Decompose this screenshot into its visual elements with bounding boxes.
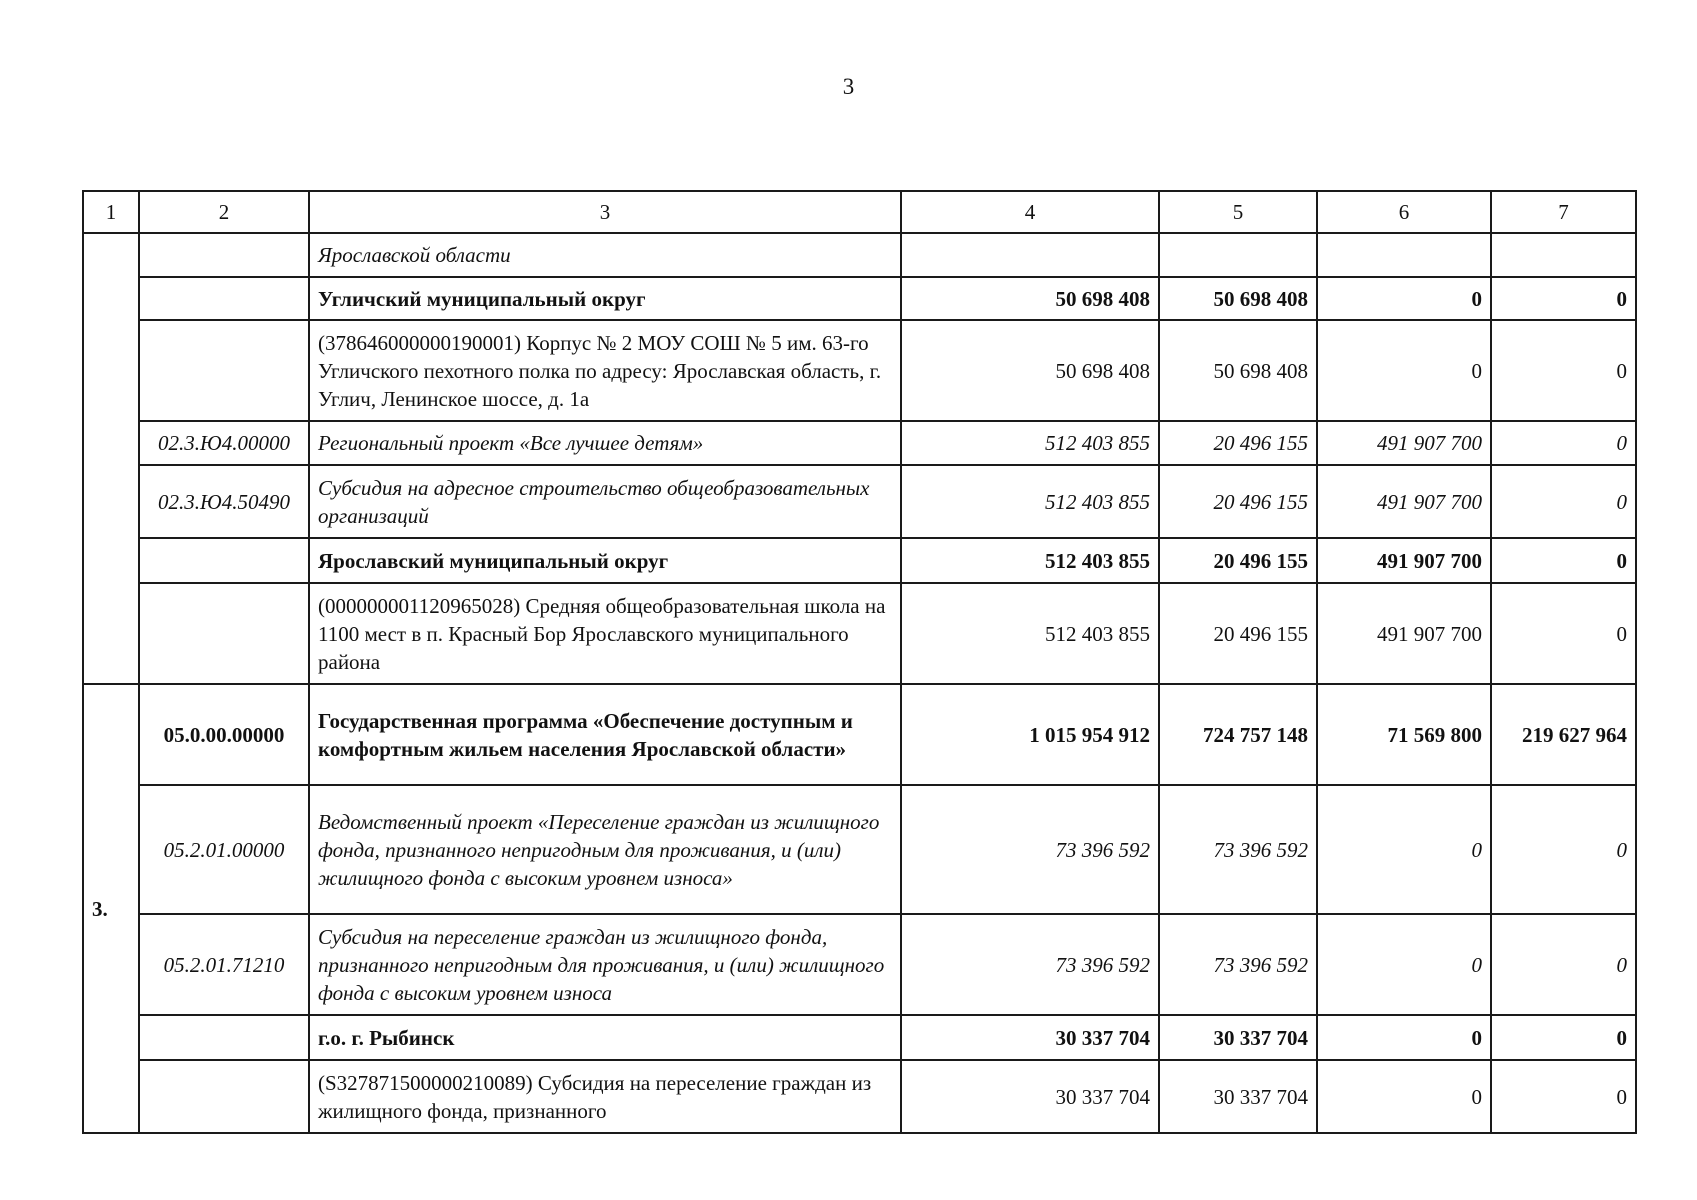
table-row bbox=[83, 233, 1636, 277]
value-col4: 50 698 408 bbox=[901, 320, 1159, 421]
code-cell bbox=[139, 277, 309, 320]
value-col7: 0 bbox=[1491, 914, 1636, 1015]
table-row bbox=[83, 583, 1636, 684]
table-row bbox=[83, 1060, 1636, 1133]
value-col6: 491 907 700 bbox=[1317, 538, 1491, 583]
header-cell: 4 bbox=[901, 191, 1159, 233]
value-col5: 20 496 155 bbox=[1159, 583, 1317, 684]
value-col5: 20 496 155 bbox=[1159, 465, 1317, 538]
value-col5: 724 757 148 bbox=[1159, 684, 1317, 785]
value-col5: 73 396 592 bbox=[1159, 785, 1317, 914]
code-cell bbox=[139, 1015, 309, 1060]
value-col7: 0 bbox=[1491, 320, 1636, 421]
value-col5: 30 337 704 bbox=[1159, 1060, 1317, 1133]
table-row bbox=[83, 421, 1636, 465]
value-col5: 20 496 155 bbox=[1159, 421, 1317, 465]
header-cell: 3 bbox=[309, 191, 901, 233]
value-col5: 73 396 592 bbox=[1159, 914, 1317, 1015]
header-cell: 1 bbox=[83, 191, 139, 233]
code-cell bbox=[139, 538, 309, 583]
value-col6: 0 bbox=[1317, 1060, 1491, 1133]
value-col4 bbox=[901, 233, 1159, 277]
value-col5: 50 698 408 bbox=[1159, 320, 1317, 421]
value-col6: 491 907 700 bbox=[1317, 583, 1491, 684]
value-col7: 0 bbox=[1491, 1015, 1636, 1060]
value-col6: 0 bbox=[1317, 320, 1491, 421]
header-cell: 6 bbox=[1317, 191, 1491, 233]
table-row bbox=[83, 277, 1636, 320]
table-row bbox=[83, 320, 1636, 421]
value-col6: 491 907 700 bbox=[1317, 465, 1491, 538]
value-col5: 20 496 155 bbox=[1159, 538, 1317, 583]
description-cell: Государственная программа «Обеспечение доступным и комфортным жильем населения Ярославской области» bbox=[309, 684, 901, 785]
table-row bbox=[83, 684, 1636, 785]
value-col4: 512 403 855 bbox=[901, 538, 1159, 583]
value-col4: 30 337 704 bbox=[901, 1015, 1159, 1060]
header-cell: 7 bbox=[1491, 191, 1636, 233]
value-col5 bbox=[1159, 233, 1317, 277]
table-row bbox=[83, 538, 1636, 583]
header-cell: 5 bbox=[1159, 191, 1317, 233]
value-col6: 0 bbox=[1317, 914, 1491, 1015]
value-col7: 0 bbox=[1491, 538, 1636, 583]
value-col7: 0 bbox=[1491, 421, 1636, 465]
table-row bbox=[83, 465, 1636, 538]
value-col4: 512 403 855 bbox=[901, 421, 1159, 465]
description-cell: (000000001120965028) Средняя общеобразовательная школа на 1100 мест в п. Красный Бор Ярославского муниципального района bbox=[309, 583, 901, 684]
table-row bbox=[83, 785, 1636, 914]
value-col4: 73 396 592 bbox=[901, 785, 1159, 914]
value-col7: 219 627 964 bbox=[1491, 684, 1636, 785]
value-col7: 0 bbox=[1491, 465, 1636, 538]
value-col5: 30 337 704 bbox=[1159, 1015, 1317, 1060]
value-col6: 0 bbox=[1317, 1015, 1491, 1060]
value-col5: 50 698 408 bbox=[1159, 277, 1317, 320]
code-cell: 05.2.01.71210 bbox=[139, 914, 309, 1015]
value-col6: 491 907 700 bbox=[1317, 421, 1491, 465]
header-cell: 2 bbox=[139, 191, 309, 233]
value-col6: 71 569 800 bbox=[1317, 684, 1491, 785]
code-cell: 02.3.Ю4.50490 bbox=[139, 465, 309, 538]
value-col4: 512 403 855 bbox=[901, 583, 1159, 684]
row-number: 3. bbox=[83, 684, 139, 1133]
value-col4: 50 698 408 bbox=[901, 277, 1159, 320]
value-col4: 73 396 592 bbox=[901, 914, 1159, 1015]
code-cell bbox=[139, 1060, 309, 1133]
code-cell: 02.3.Ю4.00000 bbox=[139, 421, 309, 465]
description-cell: Ярославской области bbox=[309, 233, 901, 277]
table-header-row bbox=[83, 191, 1636, 233]
row-number bbox=[83, 233, 139, 684]
value-col7: 0 bbox=[1491, 785, 1636, 914]
budget-table bbox=[82, 190, 1637, 1134]
value-col7: 0 bbox=[1491, 1060, 1636, 1133]
value-col7: 0 bbox=[1491, 583, 1636, 684]
description-cell: Региональный проект «Все лучшее детям» bbox=[309, 421, 901, 465]
description-cell: Субсидия на адресное строительство общеобразовательных организаций bbox=[309, 465, 901, 538]
description-cell: г.о. г. Рыбинск bbox=[309, 1015, 901, 1060]
value-col4: 1 015 954 912 bbox=[901, 684, 1159, 785]
table-row bbox=[83, 914, 1636, 1015]
description-cell: (S327871500000210089) Субсидия на переселение граждан из жилищного фонда, признанного bbox=[309, 1060, 901, 1133]
code-cell bbox=[139, 320, 309, 421]
table-row bbox=[83, 1015, 1636, 1060]
value-col6: 0 bbox=[1317, 785, 1491, 914]
description-cell: Субсидия на переселение граждан из жилищного фонда, признанного непригодным для проживания, и (или) жилищного фонда с высоким уровнем износа bbox=[309, 914, 901, 1015]
description-cell: Угличский муниципальный округ bbox=[309, 277, 901, 320]
description-cell: Ведомственный проект «Переселение граждан из жилищного фонда, признанного непригодным для проживания, и (или) жилищного фонда с высоким уровнем износа» bbox=[309, 785, 901, 914]
description-cell: Ярославский муниципальный округ bbox=[309, 538, 901, 583]
value-col6: 0 bbox=[1317, 277, 1491, 320]
value-col7: 0 bbox=[1491, 277, 1636, 320]
value-col6 bbox=[1317, 233, 1491, 277]
code-cell: 05.0.00.00000 bbox=[139, 684, 309, 785]
page-number: 3 bbox=[842, 74, 855, 99]
value-col4: 30 337 704 bbox=[901, 1060, 1159, 1133]
code-cell: 05.2.01.00000 bbox=[139, 785, 309, 914]
value-col7 bbox=[1491, 233, 1636, 277]
code-cell bbox=[139, 583, 309, 684]
description-cell: (378646000000190001) Корпус № 2 МОУ СОШ № 5 им. 63-го Угличского пехотного полка по адресу: Ярославская область, г. Углич, Ленинское шоссе, д. 1а bbox=[309, 320, 901, 421]
code-cell bbox=[139, 233, 309, 277]
value-col4: 512 403 855 bbox=[901, 465, 1159, 538]
